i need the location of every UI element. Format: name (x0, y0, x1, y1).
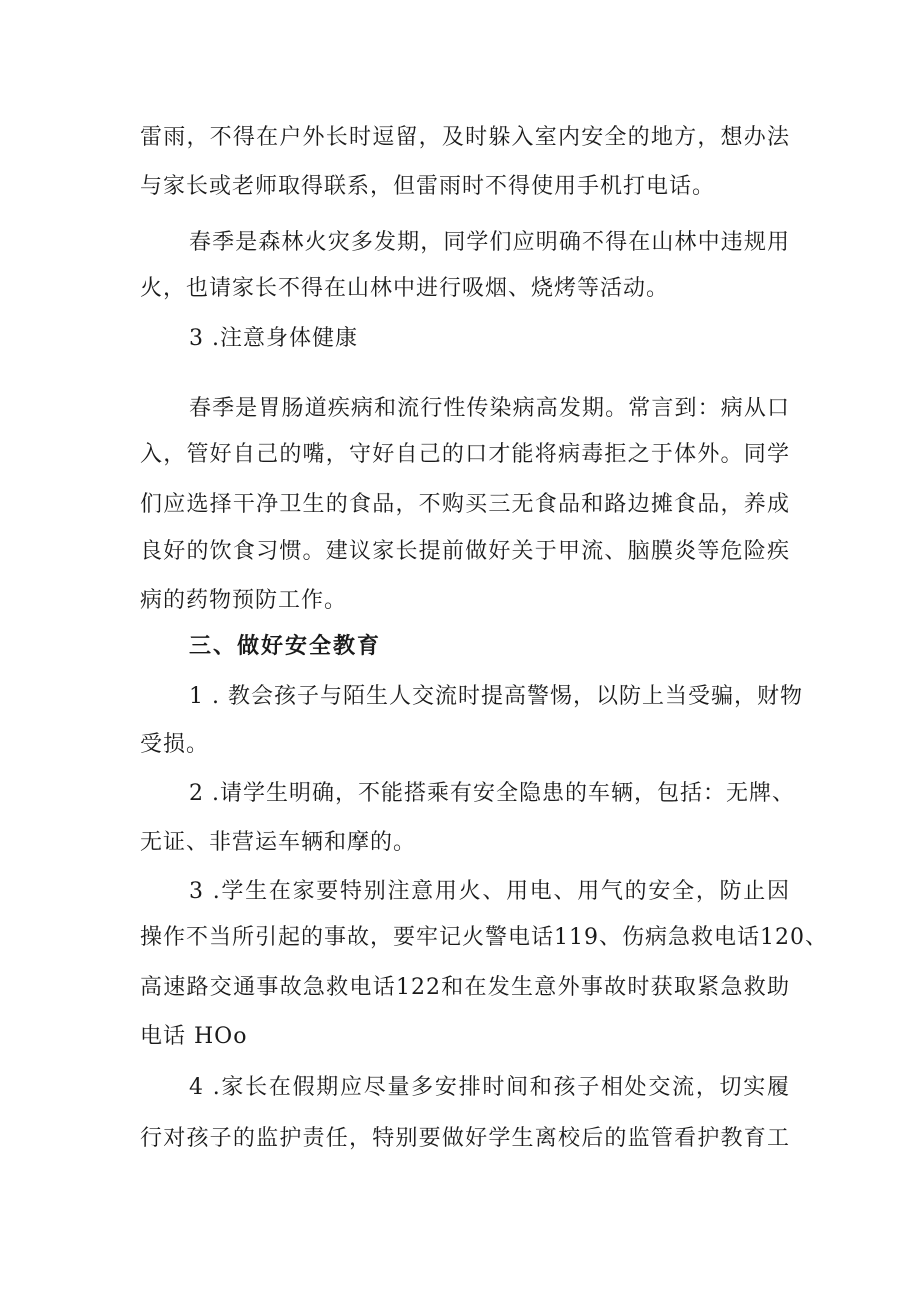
body-text-line: 们应选择干净卫生的食品，不购买三无食品和路边摊食品，养成 (140, 492, 790, 517)
list-item-first-line: 3 .学生在家要特别注意用火、用电、用气的安全，防止因 (189, 879, 790, 904)
paragraph-first-line: 春季是森林火灾多发期，同学们应明确不得在山林中违规用 (189, 230, 790, 255)
body-text-line: 病的药物预防工作。 (140, 588, 348, 613)
body-text-line: 良好的饮食习惯。建议家长提前做好关于甲流、脑膜炎等危险疾 (140, 539, 790, 564)
list-item-line: 无证、非营运车辆和摩的。 (140, 830, 417, 855)
body-text-line: 雷雨，不得在户外长时逗留，及时躲入室内安全的地方，想办法 (140, 125, 790, 150)
list-item-first-line: 2 .请学生明确，不能搭乘有安全隐患的车辆，包括：无牌、 (189, 781, 795, 806)
list-item-line: 高速路交通事故急救电话122和在发生意外事故时获取紧急救助 (140, 975, 790, 1000)
list-item-line: 受损。 (140, 732, 210, 757)
list-item-first-line: 4 .家长在假期应尽量多安排时间和孩子相处交流，切实履 (189, 1075, 790, 1100)
list-item-line: 行对孩子的监护责任，特别要做好学生离校后的监管看护教育工 (140, 1126, 790, 1151)
list-item-line: 电话 HOo (140, 1024, 248, 1049)
subsection-heading: 3 .注意身体健康 (189, 326, 358, 351)
body-text-line: 与家长或老师取得联系，但雷雨时不得使用手机打电话。 (140, 174, 716, 199)
list-item-first-line: 1 . 教会孩子与陌生人交流时提高警惕，以防上当受骗，财物 (189, 684, 803, 709)
body-text-line: 火，也请家长不得在山林中进行吸烟、烧烤等活动。 (140, 276, 670, 301)
body-text-line: 入，管好自己的嘴，守好自己的口才能将病毒拒之于体外。同学 (140, 442, 790, 467)
list-item-line: 操作不当所引起的事故，要牢记火警电话119、伤病急救电话120、 (140, 925, 828, 950)
section-heading: 三、做好安全教育 (189, 634, 382, 659)
paragraph-first-line: 春季是胃肠道疾病和流行性传染病高发期。常言到：病从口 (189, 396, 790, 421)
